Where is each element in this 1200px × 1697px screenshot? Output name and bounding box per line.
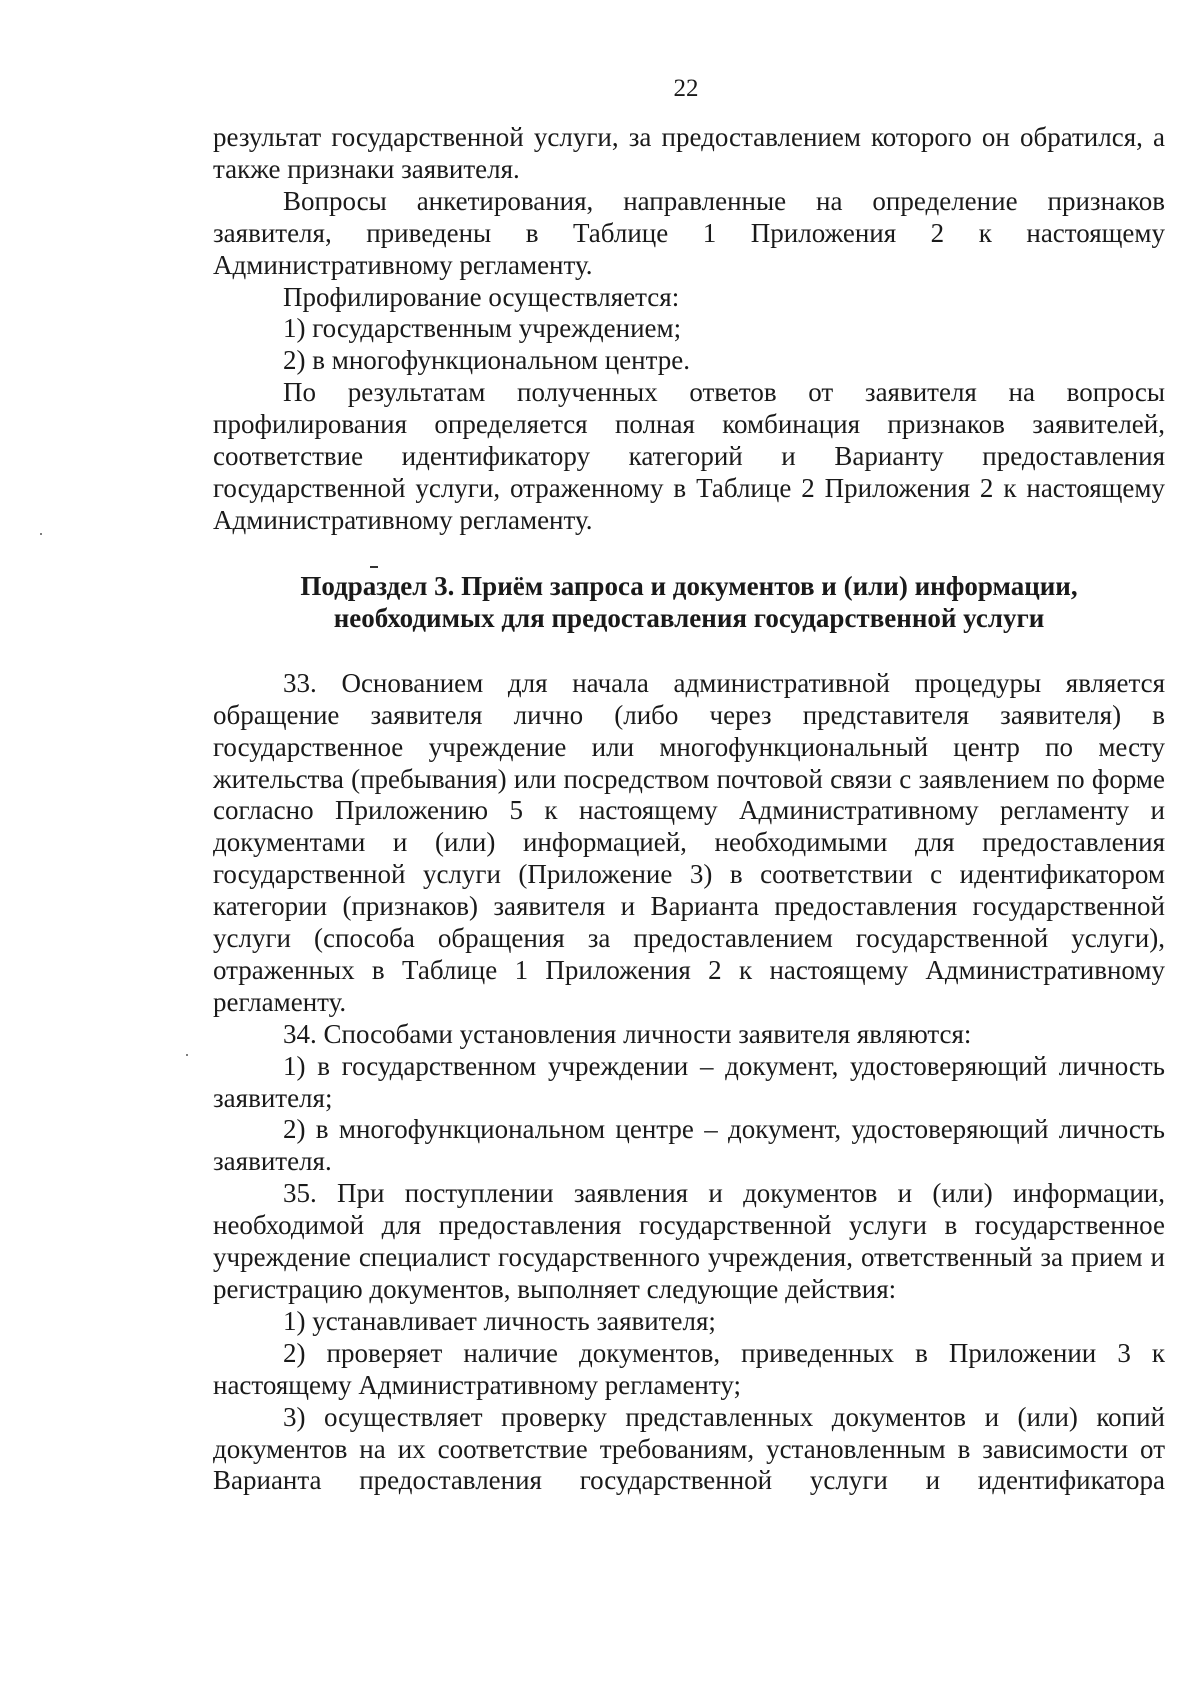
paragraph: По результатам полученных ответов от заявителя на вопросы профилирования определяется полная комбинация признаков заявителей, соответствие идентификатору категорий и Варианту предоставления государственной услуги, отраженному в Таблице 2 Приложения 2 к настоящему Административному регламенту. — [213, 377, 1165, 535]
paragraph: 35. При поступлении заявления и документов и (или) информации, необходимой для предоставления государственной услуги в государственное учреждение специалист государственного учреждения, ответственный за прием и регистрацию документов, выполняет следующие действия: — [213, 1178, 1165, 1304]
paragraph: Вопросы анкетирования, направленные на определение признаков заявителя, приведены в Таблице 1 Приложения 2 к настоящему Административному регламенту. — [213, 185, 1165, 280]
paragraph: Профилирование осуществляется: — [283, 281, 680, 312]
section-heading-line: Подраздел 3. Приём запроса и документов и (или) информации, — [300, 570, 1078, 601]
document-body — [213, 122, 1165, 1497]
section-heading-line: необходимых для предоставления государственной услуги — [333, 602, 1045, 633]
list-item: 3) осуществляет проверку представленных документов и (или) копий документов на их соответствие требованиям, установленным в зависимости от Варианта предоставления государственной услуги и идентификатора — [213, 1401, 1165, 1496]
list-item: 2) в многофункциональном центре. — [283, 345, 690, 376]
scan-dot-mark — [186, 1054, 188, 1056]
paragraph: результат государственной услуги, за предоставлением которого он обратился, а также признаки заявителя. — [213, 122, 1165, 184]
paragraph: 33. Основанием для начала административной процедуры является обращение заявителя лично (либо через представителя заявителя) в государственное учреждение или многофункциональный центр по месту жительства (пребывания) или посредством почтовой связи с заявлением по форме согласно Приложению 5 к настоящему Административному регламенту и документами и (или) информацией, необходимыми для предоставления государственной услуги (Приложение 3) в соответствии с идентификатором категории (признаков) заявителя и Варианта предоставления государственной услуги (способа обращения за предоставлением государственной услуги), отраженных в Таблице 1 Приложения 2 к настоящему Административному регламенту. — [213, 667, 1165, 1017]
section-heading — [213, 570, 1165, 634]
list-item: 2) проверяет наличие документов, приведенных в Приложении 3 к настоящему Административному регламенту; — [213, 1337, 1165, 1400]
page-number: 22 — [673, 75, 699, 102]
paragraph: 34. Способами установления личности заявителя являются: — [283, 1018, 972, 1049]
list-item: 1) устанавливает личность заявителя; — [283, 1305, 716, 1336]
scan-dot-mark — [40, 533, 42, 535]
list-item: 2) в многофункциональном центре – документ, удостоверяющий личность заявителя. — [213, 1114, 1165, 1177]
list-item: 1) государственным учреждением; — [283, 313, 682, 344]
list-item: 1) в государственном учреждении – документ, удостоверяющий личность заявителя; — [213, 1050, 1165, 1113]
